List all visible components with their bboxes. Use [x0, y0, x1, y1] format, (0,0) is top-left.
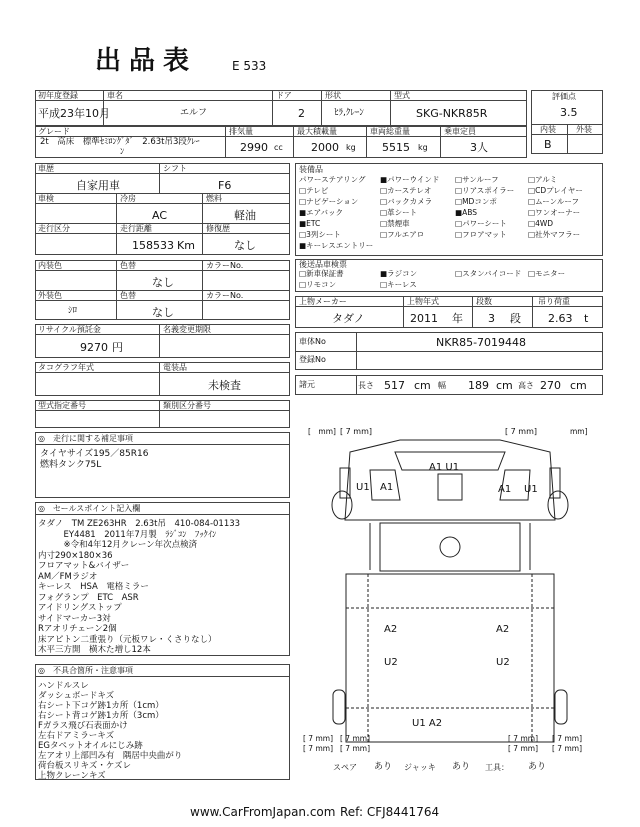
dimensions-label: 諸元: [299, 380, 315, 389]
type-number-label: 型式指定番号: [38, 401, 86, 410]
tread-top-left-bracket: [ mm]: [308, 427, 336, 436]
tread-bottom-1: [ 7 mm]: [303, 734, 334, 743]
equipment-item: ■ETC: [299, 219, 321, 228]
width-unit: cm: [496, 379, 513, 392]
jack-label: ジャッキ: [404, 763, 436, 772]
capacity-label: 乗車定員: [444, 127, 476, 136]
interior-grade: B: [544, 138, 552, 151]
equipment-item: パワーステアリング: [299, 175, 366, 184]
shape-value: ﾋﾗ,ｸﾚｰﾝ: [334, 108, 364, 118]
damage-a2-left: A2: [384, 624, 398, 635]
grade-score-value: 3.5: [560, 106, 578, 119]
equipment-item: □スタンバイコード: [455, 269, 522, 278]
crane-lift-label: 吊り荷重: [538, 297, 570, 306]
spare-label: スペア: [333, 763, 357, 772]
equipment-item: □禁煙車: [380, 219, 410, 228]
equipment-item: □カーステレオ: [380, 186, 432, 195]
equipment-item: □ワンオーナー: [528, 208, 581, 217]
height-label: 高さ: [518, 381, 534, 390]
history-value: 自家用車: [76, 179, 120, 192]
fuel-value: 軽油: [234, 209, 256, 222]
interior-color-change-value: なし: [152, 276, 174, 289]
chassis-label: 車体No: [299, 337, 326, 346]
exterior-color-change-label: 色替: [120, 291, 136, 300]
recycle-unit: 円: [112, 341, 123, 354]
sales-points-text: タダノ TM ZE263HR 2.63t吊 410-084-01133 EY4481 2011年7月製 ﾗｼﾞｺﾝ ﾌｯｸｲﾝ ※令和4年12月クレーン年次点検済 内寸290×180×36 フロアマット&バイザー AM／FMラジオ キーレス HSA 電格ミラー フォグランプ ETC ASR アイドリングストップ サイドマーカー3対 Rアオリチェーン2個 床アピトン二重張り（元板ワレ・くさりなし） 木平三方開 横木た増し12本: [38, 519, 241, 655]
interior-color-no-label: カラーNo.: [206, 261, 244, 270]
mileage-unit: Km: [177, 239, 195, 252]
tread-top-left-value: [ 7 mm]: [340, 427, 373, 436]
width-label: 幅: [438, 381, 446, 390]
equipment-item: □パワーシート: [455, 219, 507, 228]
footer-ref: Ref: CFJ8441764: [340, 805, 440, 819]
chassis-value: NKR85-7019448: [436, 336, 527, 349]
exterior-color-label: 外装色: [38, 291, 62, 300]
model-value: SKG-NKR85R: [416, 107, 488, 120]
interior-label: 内装: [540, 125, 556, 134]
equipment-item: □キーレス: [380, 280, 417, 289]
tachograph-label: タコグラフ年式: [38, 363, 94, 372]
vehicle-weight-label: 車両総重量: [370, 127, 410, 136]
mileage-category-label: 走行区分: [38, 224, 70, 233]
vehicle-weight-value: 5515: [382, 141, 410, 154]
fuel-label: 燃料: [206, 194, 222, 203]
driving-notes-title: ◎ 走行に関する補足事項: [38, 434, 133, 443]
grade-line2: ﾝ: [120, 147, 125, 157]
crane-maker-value: タダノ: [332, 312, 365, 325]
crane-year-label: 上物年式: [407, 297, 439, 306]
crane-lift-value: 2.63: [548, 312, 573, 325]
damage-a1u1-top: A1 U1: [429, 462, 460, 473]
equipment-item: □MDコンポ: [455, 197, 497, 206]
defects-title: ◎ 不具合箇所・注意事項: [38, 666, 133, 675]
equipment-item: ■エアバック: [299, 208, 343, 217]
capacity-value: 3人: [470, 141, 488, 154]
tread-top-right-bracket: mm]: [570, 427, 588, 436]
crane-stage-value: 3: [488, 312, 495, 325]
grade-score-label: 評価点: [552, 92, 576, 101]
recycle-value: 9270: [80, 341, 108, 354]
tread-bottom-6: [ 7 mm]: [552, 734, 583, 743]
equipment-item: □バックカメラ: [380, 197, 433, 206]
repair-history-label: 修復歴: [206, 224, 230, 233]
tread-bottom-7: [ 7 mm]: [508, 744, 539, 753]
equipment-item: □新車保証書: [299, 269, 344, 278]
tools-label: 工具：: [485, 763, 509, 772]
defects-text: ハンドルスレ ダッシュボードキズ 右シート下コゲ跡1カ所（1cm） 右シート背コゲ跡1カ所（3cm） Fガラス飛び石表面かけ 左右ドアミラーキズ EGタペットオイルにじみ跡 左アオリ上部凹み有 隅居中央曲がり 荷台板スリキズ・ケズレ 上物クレーンキズ: [38, 681, 183, 781]
damage-u1-left: U1: [356, 482, 370, 493]
height-unit: cm: [570, 379, 587, 392]
doors-value: 2: [298, 107, 305, 120]
vehicle-weight-unit: kg: [418, 143, 428, 152]
damage-u2-right: U2: [496, 657, 510, 668]
length-unit: cm: [414, 379, 431, 392]
width-value: 189: [468, 379, 489, 392]
inspection-label: 車検: [38, 194, 54, 203]
equipment-item: □3列シート: [299, 230, 341, 239]
equipment-label: 装備品: [299, 165, 323, 174]
damage-u1a2-bottom: U1 A2: [412, 718, 443, 729]
exterior-color-value: ｼﾛ: [68, 306, 78, 316]
damage-u2-left: U2: [384, 657, 398, 668]
height-value: 270: [540, 379, 561, 392]
model-label: 型式: [394, 91, 410, 100]
equipment-item: □4WD: [528, 219, 554, 228]
equipment-item: ■キーレスエントリー: [299, 241, 374, 250]
equipment-item: □革シート: [380, 208, 418, 217]
length-value: 517: [384, 379, 405, 392]
electrical-value: 未検査: [208, 379, 241, 392]
footer-url[interactable]: www.CarFromJapan.com: [190, 805, 336, 819]
shift-label: シフト: [163, 164, 187, 173]
car-name-value: エルフ: [180, 108, 208, 118]
damage-a1-left: A1: [380, 482, 394, 493]
equipment-item: □リアスポイラー: [455, 186, 515, 195]
max-load-label: 最大積載量: [297, 127, 337, 136]
equipment2-label: 後送品車検票: [299, 260, 347, 269]
first-reg-label: 初年度登録: [38, 91, 78, 100]
class-number-label: 類別区分番号: [163, 401, 211, 410]
document-code: E 533: [232, 59, 267, 73]
tread-bottom-5: [ 7 mm]: [508, 734, 539, 743]
crane-lift-unit: t: [584, 312, 589, 325]
equipment-item: ■ラジコン: [380, 269, 418, 278]
damage-a2-right: A2: [496, 624, 510, 635]
interior-color-change-label: 色替: [120, 261, 136, 270]
shape-label: 形状: [325, 91, 341, 100]
jack-value: あり: [452, 762, 471, 772]
tread-bottom-8: [ 7 mm]: [552, 744, 583, 753]
equipment-item: □ムーンルーフ: [528, 197, 579, 206]
recycle-label: リサイクル預託金: [38, 325, 101, 334]
name-change-label: 名義変更期限: [163, 325, 211, 334]
ac-label: 冷房: [120, 194, 136, 203]
document-title: 出品表: [95, 46, 198, 76]
crane-stage-unit: 段: [510, 312, 521, 325]
tread-bottom-4: [ 7 mm]: [340, 744, 371, 753]
spare-value: あり: [374, 762, 393, 772]
first-reg-value: 平成23年10月: [38, 107, 110, 120]
car-name-label: 車名: [107, 91, 123, 100]
displacement-value: 2990: [240, 141, 268, 154]
tools-value: あり: [528, 762, 547, 772]
equipment-item: □リモコン: [299, 280, 337, 289]
max-load-value: 2000: [311, 141, 339, 154]
mileage-value: 158533: [132, 239, 174, 252]
equipment-item: □テレビ: [299, 186, 329, 195]
displacement-label: 排気量: [229, 127, 253, 136]
equipment-item: □CDプレイヤー: [528, 186, 583, 195]
exterior-label: 外装: [576, 125, 592, 134]
crane-year-value: 2011: [410, 312, 438, 325]
exterior-color-change-value: なし: [152, 306, 174, 319]
equipment-item: □アルミ: [528, 175, 558, 184]
equipment-item: □フルエアロ: [380, 230, 425, 239]
mileage-label: 走行距離: [120, 224, 152, 233]
equipment-item: □モニター: [528, 269, 566, 278]
grade-line1: 2t 高床 標準ｾﾐﾛﾝｸﾞﾀﾞ 2.63t吊3段ｸﾚｰ: [40, 137, 200, 147]
shift-value: F6: [218, 179, 232, 192]
interior-color-label: 内装色: [38, 261, 62, 270]
ac-value: AC: [152, 209, 168, 222]
length-label: 長さ: [358, 381, 374, 390]
equipment-item: □ナビゲーション: [299, 197, 359, 206]
equipment-item: ■パワーウインド: [380, 175, 440, 184]
exterior-color-no-label: カラーNo.: [206, 291, 244, 300]
driving-notes-text: タイヤサイズ195／85R16 燃料タンク75L: [40, 449, 149, 470]
tread-bottom-3: [ 7 mm]: [303, 744, 334, 753]
repair-history-value: なし: [234, 239, 256, 252]
crane-year-unit: 年: [452, 312, 463, 325]
registration-label: 登録No: [299, 355, 326, 364]
history-label: 車歴: [38, 164, 54, 173]
crane-stage-label: 段数: [476, 297, 492, 306]
crane-maker-label: 上物メーカー: [299, 297, 347, 306]
equipment-item: □サンルーフ: [455, 175, 499, 184]
grade-label: グレード: [38, 127, 70, 136]
equipment-item: ■ABS: [455, 208, 477, 217]
doors-label: ドア: [276, 91, 292, 100]
electrical-label: 電装品: [163, 363, 187, 372]
max-load-unit: kg: [346, 143, 356, 152]
tread-bottom-2: [ 7 mm]: [340, 734, 371, 743]
equipment-item: □社外マフラー: [528, 230, 581, 239]
displacement-unit: cc: [274, 143, 283, 152]
tread-top-right-value: [ 7 mm]: [505, 427, 538, 436]
equipment-item: □フロアマット: [455, 230, 507, 239]
damage-u1-right: U1: [524, 484, 538, 495]
sales-points-title: ◎ セールスポイント記入欄: [38, 504, 141, 513]
damage-a1-right: A1: [498, 484, 512, 495]
